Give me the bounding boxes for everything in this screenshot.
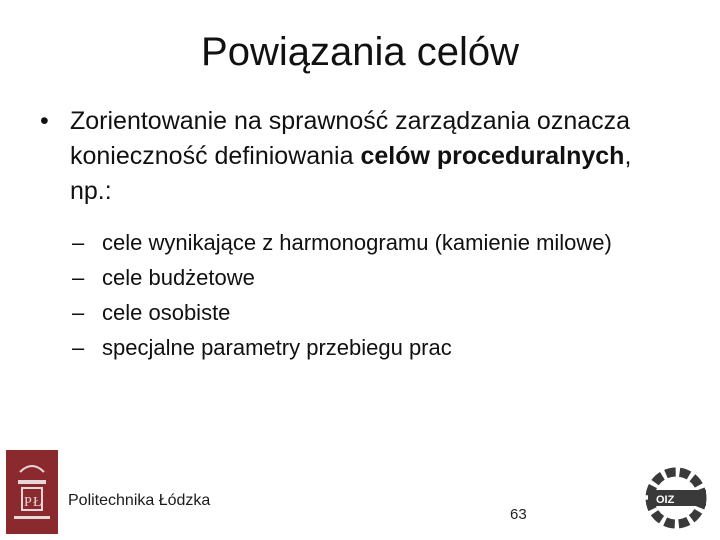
main-bullet xyxy=(40,104,680,209)
dash-symbol: – xyxy=(72,335,85,360)
sub-bullet-text: cele budżetowe xyxy=(102,265,255,290)
sub-bullet-text: specjalne parametry przebiegu prac xyxy=(102,335,452,360)
slide-title: Powiązania celów xyxy=(201,30,519,74)
dash-symbol: – xyxy=(72,300,85,325)
sub-bullet-list xyxy=(72,228,672,368)
page-number: 63 xyxy=(510,506,527,523)
sub-bullet-item xyxy=(72,228,672,258)
sub-bullet-item xyxy=(72,333,672,363)
svg-text:P: P xyxy=(24,495,32,510)
svg-text:Ł: Ł xyxy=(33,495,42,510)
university-name: Politechnika Łódzka xyxy=(68,492,211,509)
oiz-logo xyxy=(636,466,716,530)
sub-bullet-item xyxy=(72,263,672,293)
dash-symbol: – xyxy=(72,265,85,290)
main-bullet-text xyxy=(70,104,680,209)
university-emblem-icon xyxy=(6,450,58,534)
oiz-logo-text: OIZ xyxy=(656,494,675,506)
sub-bullet-text: cele osobiste xyxy=(102,300,231,325)
bullet-text-bold: celów proceduralnych xyxy=(360,142,625,170)
dash-symbol: – xyxy=(72,230,85,255)
bullet-text-before: Zorientowanie na sprawność zarządzania oznacza konieczność definiowania xyxy=(70,107,631,170)
sub-bullet-text: cele wynikające z harmonogramu (kamienie milowe) xyxy=(102,230,612,255)
sub-bullet-item xyxy=(72,298,672,328)
bullet-text-after: , np.: xyxy=(70,142,632,205)
bullet-symbol: • xyxy=(40,107,49,135)
university-logo xyxy=(6,450,58,534)
gear-icon xyxy=(636,466,716,530)
